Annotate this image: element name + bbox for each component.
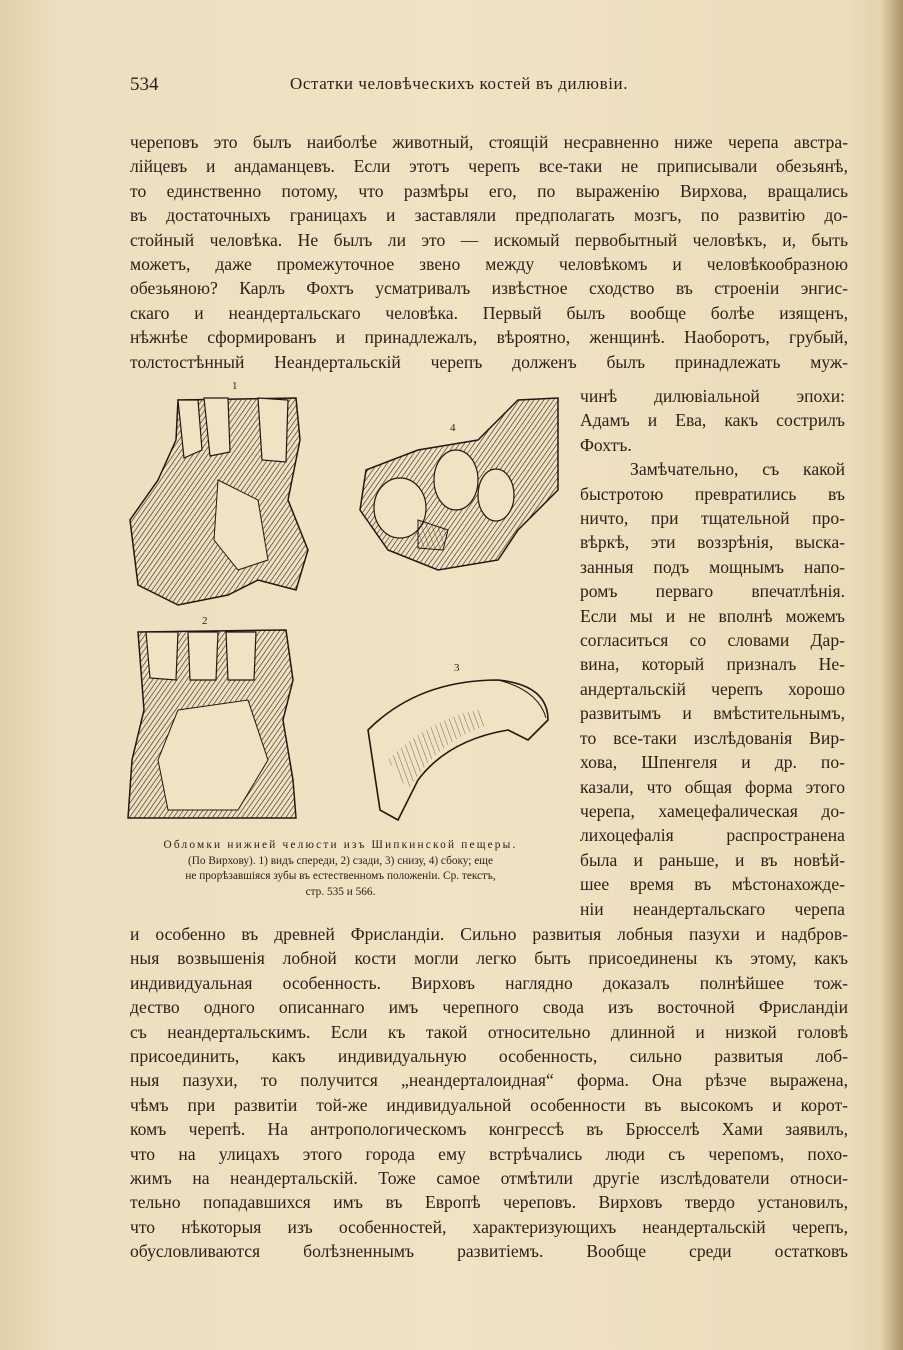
figure-label-3: 3 (454, 662, 460, 674)
text-line: развитымъ и вмѣстительнымъ, (580, 703, 845, 724)
text-line: андертальскій черепъ хорошо (580, 678, 845, 699)
text-line: ныя возвышенія лобной кости могли легко быть присоединены къ этому, какъ (130, 948, 848, 969)
text-line: Замѣчательно, съ какой (630, 459, 845, 480)
text-line: согласиться со словами Дар- (580, 630, 845, 651)
text-line: то единственно потому, что размѣры его, по выраженію Вирхова, вращались (130, 180, 848, 201)
caption-line: (По Вирхову). 1) видъ спереди, 2) сзади, 3) снизу, 4) сбоку; еще (187, 854, 494, 867)
text-line: Если мы и не вполнѣ можемъ (580, 605, 845, 626)
text-line: въ достаточныхъ границахъ и заставляли предполагать мозгъ, по развитію до- (130, 205, 848, 226)
jaw-fragment-back-view (128, 630, 296, 818)
text-line: чѣмъ при развитіи той-же индивидуальной особенности въ высокомъ и корот- (130, 1094, 848, 1115)
text-line: была и раньше, и въ новѣй- (580, 849, 845, 870)
engraving-svg (118, 380, 568, 840)
text-line: что нѣкоторыя изъ особенностей, характеризующихъ неандертальскій черепъ, (130, 1216, 848, 1237)
figure-label-1: 1 (232, 380, 238, 392)
text-line: нѣжнѣе сформированъ и принадлежалъ, вѣроятно, женщинѣ. Наоборотъ, грубый, (130, 327, 848, 348)
text-line: черепа, хамецефалическая до- (580, 800, 845, 821)
jaw-fragment-front-view (130, 398, 308, 605)
text-line: Фохтъ. (580, 434, 632, 455)
jaw-fragment-bottom-view (368, 680, 548, 820)
text-line: съ неандертальскимъ. Если къ такой относительно длинной и низкой головѣ (130, 1021, 848, 1042)
text-line: стойный человѣка. Не былъ ли это — искомый первобытный человѣкъ, и, быть (130, 229, 848, 250)
text-line: ничто, при тщательной про- (580, 508, 845, 529)
figure-label-2: 2 (202, 615, 208, 627)
page-edge-shadow (881, 0, 903, 1350)
text-line: жимъ на неандертальскій. Тоже самое отмѣтили другіе изслѣдователи относи- (130, 1168, 848, 1189)
text-line: лійцевъ и андаманцевъ. Если этотъ черепъ все-таки не приписывали обезьянѣ, (130, 156, 848, 177)
text-line: обезьяною? Карлъ Фохтъ усматривалъ извѣстное сходство въ строеніи энгис- (130, 278, 848, 299)
figure-caption (118, 838, 563, 900)
figure-label-4: 4 (450, 422, 456, 434)
paragraph-right-column (580, 384, 845, 921)
text-line: ромъ перваго впечатлѣнія. (580, 581, 845, 602)
text-line: быстротою превратились въ (580, 483, 845, 504)
text-line: обусловливаются болѣзненнымъ развитіемъ. Вообще среди остатковъ (130, 1241, 848, 1262)
text-line: индивидуальная особенность. Вирховъ наглядно доказалъ полнѣйшее тож- (130, 972, 848, 993)
paragraph-top (130, 130, 848, 374)
text-line: ныя пазухи, то получится „неандерталоидная“ форма. Она рѣзче выражена, (130, 1070, 848, 1091)
text-line: толстостѣнный Неандертальскій черепъ долженъ былъ принадлежать муж- (130, 351, 848, 372)
jaw-fragments-illustration (118, 380, 568, 910)
text-line: вѣркѣ, эти воззрѣнія, выска- (580, 532, 845, 553)
text-line: и особенно въ древней Фрисландіи. Сильно развитыя лобныя пазухи и надбров- (130, 924, 848, 944)
text-line: тельно попадавшихся имъ въ Европѣ череповъ. Вирховъ твердо установилъ, (130, 1192, 848, 1213)
page-header (130, 74, 842, 102)
text-line: казали, что общая форма этого (580, 776, 845, 797)
text-line: ніи неандертальскаго черепа (580, 898, 845, 919)
text-line: череповъ это былъ наиболѣе животный, стоящій несравненно ниже черепа австра- (130, 132, 848, 152)
text-line: Адамъ и Ева, какъ сострилъ (580, 410, 845, 431)
text-line: комъ черепѣ. На антропологическомъ конгрессѣ въ Брюсселѣ Хами заявилъ, (130, 1119, 848, 1140)
text-line: лихоцефалія распространена (580, 825, 845, 846)
text-line: то все-таки изслѣдованія Вир- (580, 727, 845, 748)
text-line: что на улицахъ этого города ему встрѣчались люди съ черепомъ, похо- (130, 1143, 848, 1164)
text-line: вина, который призналъ Не- (580, 654, 845, 675)
page-number: 534 (130, 74, 159, 95)
text-line: можетъ, даже промежуточное звено между человѣкомъ и человѣкообразною (130, 254, 848, 275)
text-line: присоединить, какъ индивидуальную особенность, сильно развитыя лоб- (130, 1046, 848, 1067)
running-title: Остатки человѣческихъ костей въ дилювіи. (290, 74, 629, 93)
caption-line: Обломки нижней челюсти изъ Шипкинской пещеры. (163, 839, 518, 851)
text-line: занныя подъ мощнымъ напо- (580, 556, 845, 577)
text-line: скаго и неандертальскаго человѣка. Первый былъ вообще болѣе изященъ, (130, 302, 848, 323)
text-line: чинѣ дилювіальной эпохи: (580, 386, 845, 406)
caption-line: стр. 535 и 566. (305, 885, 376, 898)
jaw-fragment-side-view (360, 398, 558, 570)
text-line: хова, Шпенгеля и др. по- (580, 752, 845, 773)
paragraph-bottom (130, 922, 848, 1264)
caption-line: не прорѣзавшіяся зубы въ естественномъ положеніи. Ср. текстъ, (185, 870, 496, 883)
text-line: дество одного описаннаго имъ черепного свода изъ восточной Фрисландіи (130, 997, 848, 1018)
text-line: шее время въ мѣстонахожде- (580, 874, 845, 895)
